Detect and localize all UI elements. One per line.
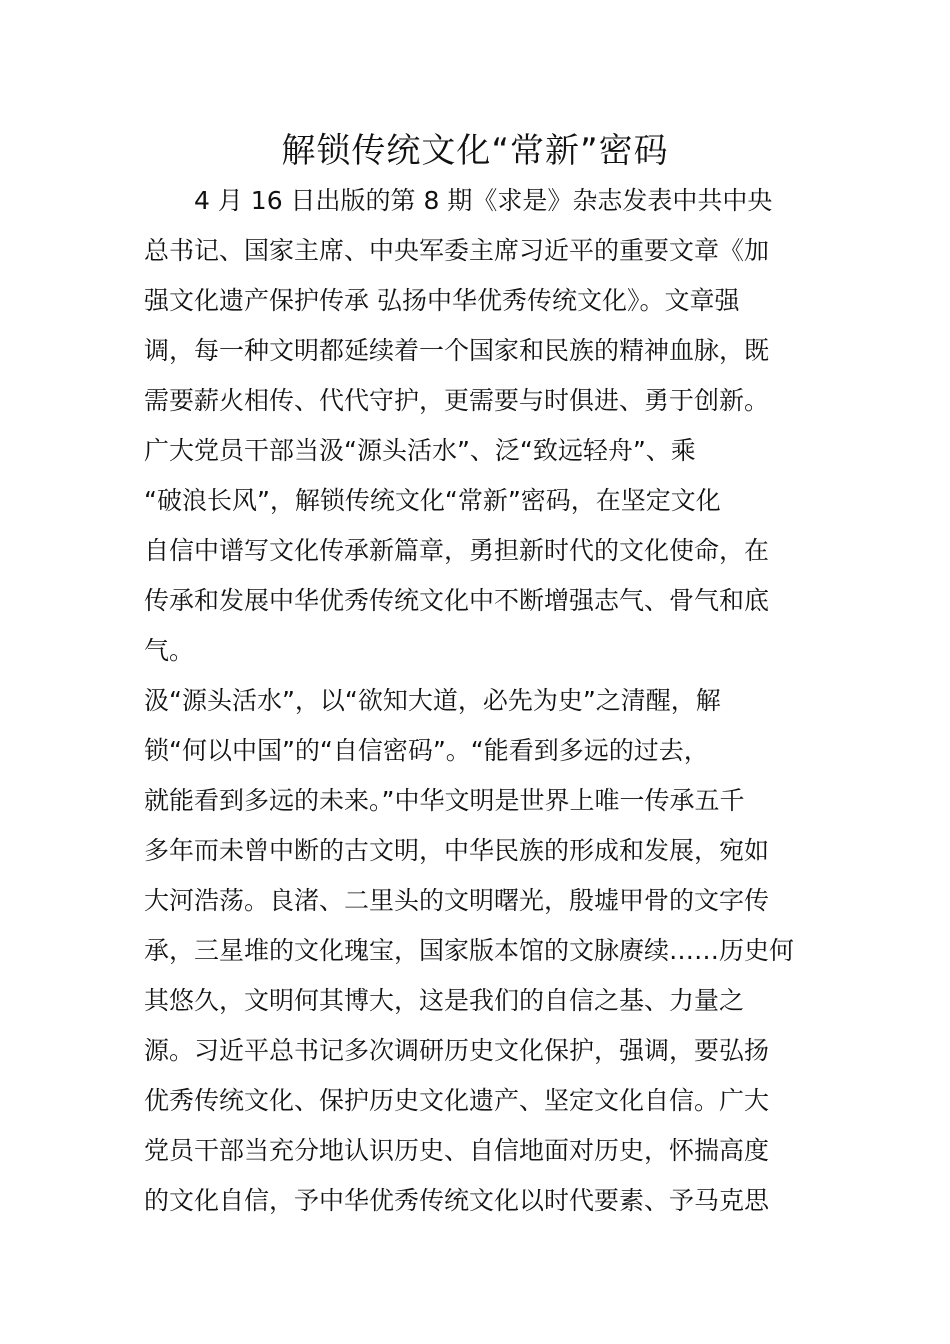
body-text-line: 其悠久，文明何其博大，这是我们的自信之基、力量之 bbox=[144, 986, 745, 1015]
body-text-line: 广大党员干部当汲“源头活水”、泛“致远轻舟”、乘 bbox=[144, 436, 696, 465]
body-text-line: 源。习近平总书记多次调研历史文化保护，强调，要弘扬 bbox=[144, 1036, 770, 1065]
body-text-line: 的文化自信，予中华优秀传统文化以时代要素、予马克思 bbox=[144, 1186, 770, 1215]
body-text-line: 大河浩荡。良渚、二里头的文明曙光，殷墟甲骨的文字传 bbox=[144, 886, 770, 915]
body-text-line: 总书记、国家主席、中央军委主席习近平的重要文章《加 bbox=[144, 236, 770, 265]
document-title: 解锁传统文化“常新”密码 bbox=[281, 131, 669, 171]
body-text-line: 传承和发展中华优秀传统文化中不断增强志气、骨气和底 bbox=[144, 586, 770, 615]
body-text-line: 调，每一种文明都延续着一个国家和民族的精神血脉，既 bbox=[144, 336, 770, 365]
body-text-line: 优秀传统文化、保护历史文化遗产、坚定文化自信。广大 bbox=[144, 1086, 770, 1115]
body-text-line: 自信中谱写文化传承新篇章，勇担新时代的文化使命，在 bbox=[144, 536, 770, 565]
body-text-line: 4 月 16 日出版的第 8 期《求是》杂志发表中共中央 bbox=[144, 186, 773, 215]
body-text-line: 党员干部当充分地认识历史、自信地面对历史，怀揣高度 bbox=[144, 1136, 770, 1165]
body-text-line: 多年而未曾中断的古文明，中华民族的形成和发展，宛如 bbox=[144, 836, 770, 865]
body-text-line: 需要薪火相传、代代守护，更需要与时俱进、勇于创新。 bbox=[144, 386, 770, 415]
body-text-line: 就能看到多远的未来。”中华文明是世界上唯一传承五千 bbox=[144, 786, 745, 815]
body-text-line: 强文化遗产保护传承 弘扬中华优秀传统文化》。文章强 bbox=[144, 286, 740, 315]
body-text-line: 气。 bbox=[144, 636, 195, 665]
body-text-line: 承，三星堆的文化瑰宝，国家版本馆的文脉赓续……历史何 bbox=[144, 936, 795, 965]
body-text-line: 锁“何以中国”的“自信密码”。“能看到多远的过去， bbox=[144, 736, 709, 765]
body-text-line: 汲“源头活水”，以“欲知大道，必先为史”之清醒，解 bbox=[144, 686, 721, 715]
body-text-line: “破浪长风”，解锁传统文化“常新”密码，在坚定文化 bbox=[144, 486, 721, 515]
